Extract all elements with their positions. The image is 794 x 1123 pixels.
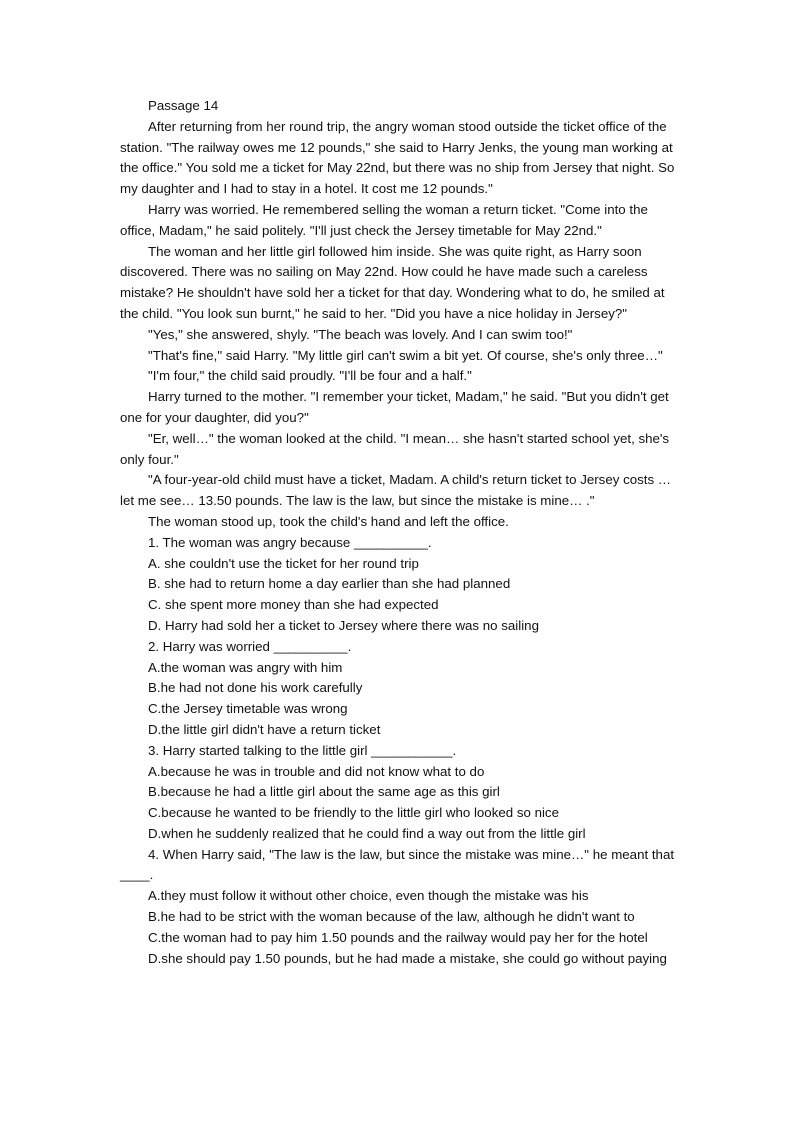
question-option: C.the Jersey timetable was wrong bbox=[148, 701, 348, 717]
question-option: A.because he was in trouble and did not know what to do bbox=[148, 763, 485, 779]
paragraph: Harry was worried. He remembered selling the woman a return ticket. "Come into the office, Madam," he said politely. "I'll just check the Jersey timetable for May 22nd." bbox=[120, 201, 648, 238]
question-stem: 2. Harry was worried __________. bbox=[148, 638, 352, 654]
paragraph: "Er, well…" the woman looked at the child. "I mean… she hasn't started school yet, she's only four." bbox=[120, 430, 670, 467]
document-page bbox=[120, 96, 680, 969]
question-option: B.he had not done his work carefully bbox=[148, 680, 363, 696]
question-option: D.she should pay 1.50 pounds, but he had made a mistake, she could go without paying bbox=[148, 950, 667, 966]
question-stem: 1. The woman was angry because __________. bbox=[148, 534, 432, 550]
question-option: A.they must follow it without other choice, even though the mistake was his bbox=[148, 888, 589, 904]
paragraph: "A four-year-old child must have a ticket, Madam. A child's return ticket to Jersey costs …let me see… 13.50 pounds. The law is the law, but since the mistake is mine… ." bbox=[120, 472, 672, 509]
question-option: C. she spent more money than she had expected bbox=[148, 597, 439, 613]
paragraph: After returning from her round trip, the angry woman stood outside the ticket office of the station. "The railway owes me 12 pounds," she said to Harry Jenks, the young man working at the office." You sold me a ticket for May 22nd, but there was no ship from Jersey that night. So my daughter and I had to stay in a hotel. It cost me 12 pounds." bbox=[120, 118, 675, 197]
question-stem: 4. When Harry said, "The law is the law, but since the mistake was mine…" he meant that ____. bbox=[120, 846, 675, 883]
paragraph: "That's fine," said Harry. "My little girl can't swim a bit yet. Of course, she's only three…" bbox=[148, 347, 663, 363]
question-option: D. Harry had sold her a ticket to Jersey where there was no sailing bbox=[148, 617, 539, 633]
question-option: D.the little girl didn't have a return ticket bbox=[148, 721, 381, 737]
question-option: A. she couldn't use the ticket for her round trip bbox=[148, 555, 419, 571]
paragraph: The woman and her little girl followed him inside. She was quite right, as Harry soon discovered. There was no sailing on May 22nd. How could he have made such a careless mistake? He shouldn't have sold her a ticket for that day. Wondering what to do, he smiled at the child. "You look sun burnt," he said to her. "Did you have a nice holiday in Jersey?" bbox=[120, 243, 665, 321]
paragraph: The woman stood up, took the child's hand and left the office. bbox=[148, 513, 509, 529]
question-option: B.because he had a little girl about the same age as this girl bbox=[148, 784, 500, 800]
question-option: A.the woman was angry with him bbox=[148, 659, 343, 675]
paragraph: "Yes," she answered, shyly. "The beach was lovely. And I can swim too!" bbox=[148, 326, 573, 342]
paragraph: "I'm four," the child said proudly. "I'll be four and a half." bbox=[148, 368, 472, 384]
paragraph: Harry turned to the mother. "I remember your ticket, Madam," he said. "But you didn't get one for your daughter, did you?" bbox=[120, 389, 669, 425]
question-stem: 3. Harry started talking to the little girl ___________. bbox=[148, 742, 457, 758]
question-option: C.the woman had to pay him 1.50 pounds and the railway would pay her for the hotel bbox=[148, 929, 648, 945]
passage-title: Passage 14 bbox=[148, 98, 219, 113]
question-option: B.he had to be strict with the woman because of the law, although he didn't want to bbox=[148, 909, 635, 925]
question-option: B. she had to return home a day earlier than she had planned bbox=[148, 576, 511, 592]
question-option: C.because he wanted to be friendly to the little girl who looked so nice bbox=[148, 805, 559, 821]
question-option: D.when he suddenly realized that he could find a way out from the little girl bbox=[148, 825, 586, 841]
